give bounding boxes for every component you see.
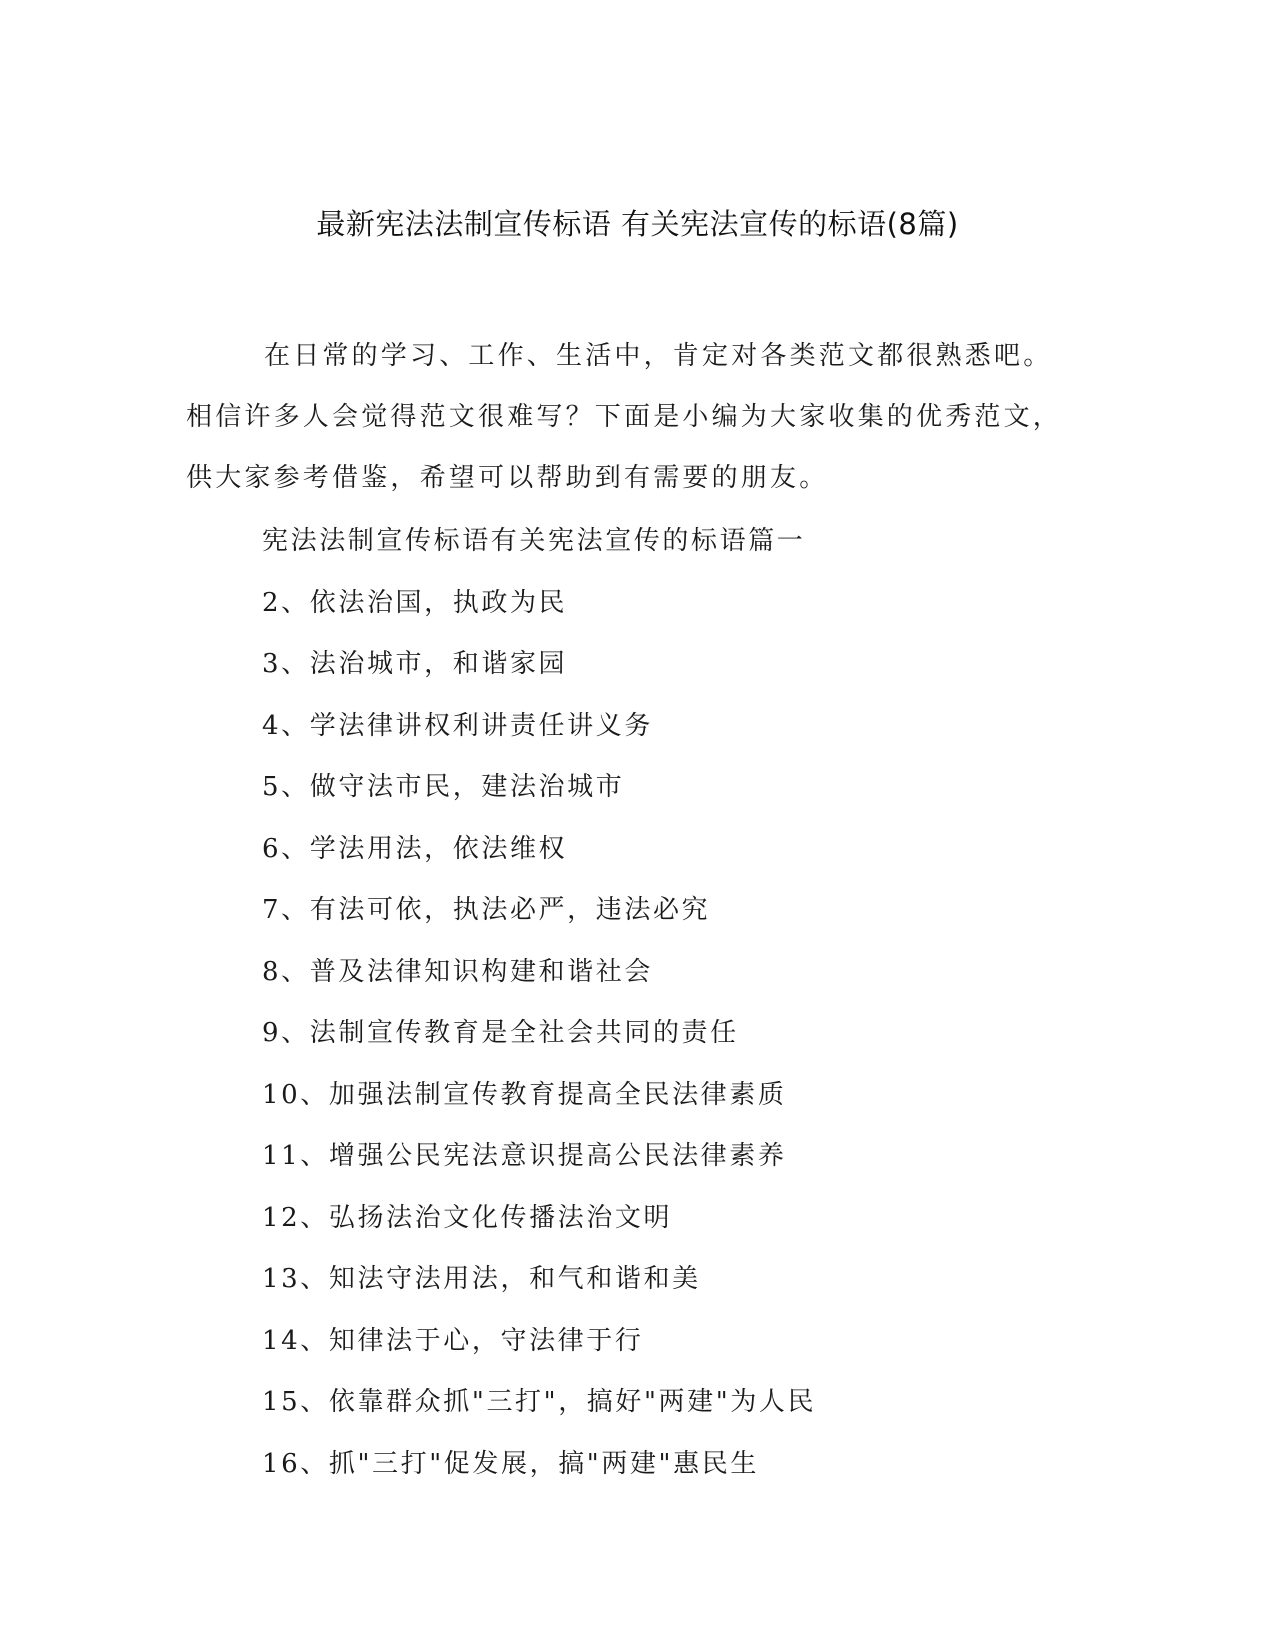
list-item: 16、抓"三打"促发展，搞"两建"惠民生 — [262, 1448, 759, 1479]
list-item: 3、法治城市，和谐家园 — [262, 649, 568, 679]
list-item: 2、依法治国，执政为民 — [262, 587, 568, 618]
list-item: 15、依靠群众抓"三打"，搞好"两建"为人民 — [262, 1387, 817, 1417]
list-item: 9、法制宣传教育是全社会共同的责任 — [262, 1018, 739, 1048]
list-item: 10、加强法制宣传教育提高全民法律素质 — [262, 1079, 787, 1110]
list-item: 4、学法律讲权利讲责任讲义务 — [262, 710, 653, 741]
list-item: 11、增强公民宪法意识提高公民法律素养 — [262, 1141, 787, 1171]
section-heading: 宪法法制宣传标语有关宪法宣传的标语篇一 — [262, 526, 806, 556]
list-item: 8、普及法律知识构建和谐社会 — [262, 956, 653, 987]
list-item: 13、知法守法用法，和气和谐和美 — [262, 1264, 701, 1294]
list-item: 5、做守法市民，建法治城市 — [262, 772, 625, 802]
document-title: 最新宪法法制宣传标语 有关宪法宣传的标语(8篇) — [316, 207, 959, 241]
list-item: 14、知律法于心，守法律于行 — [262, 1325, 644, 1356]
list-item: 7、有法可依，执法必严，违法必究 — [262, 895, 711, 925]
list-item: 6、学法用法，依法维权 — [262, 833, 568, 864]
slogan-list — [262, 511, 816, 1495]
intro-paragraph: 在日常的学习、工作、生活中，肯定对各类范文都很熟悉吧。相信许多人会觉得范文很难写？下面是小编为大家收集的优秀范文，供大家参考借鉴，希望可以帮助到有需要的朋友。 — [186, 341, 1063, 493]
list-item: 12、弘扬法治文化传播法治文明 — [262, 1202, 673, 1233]
